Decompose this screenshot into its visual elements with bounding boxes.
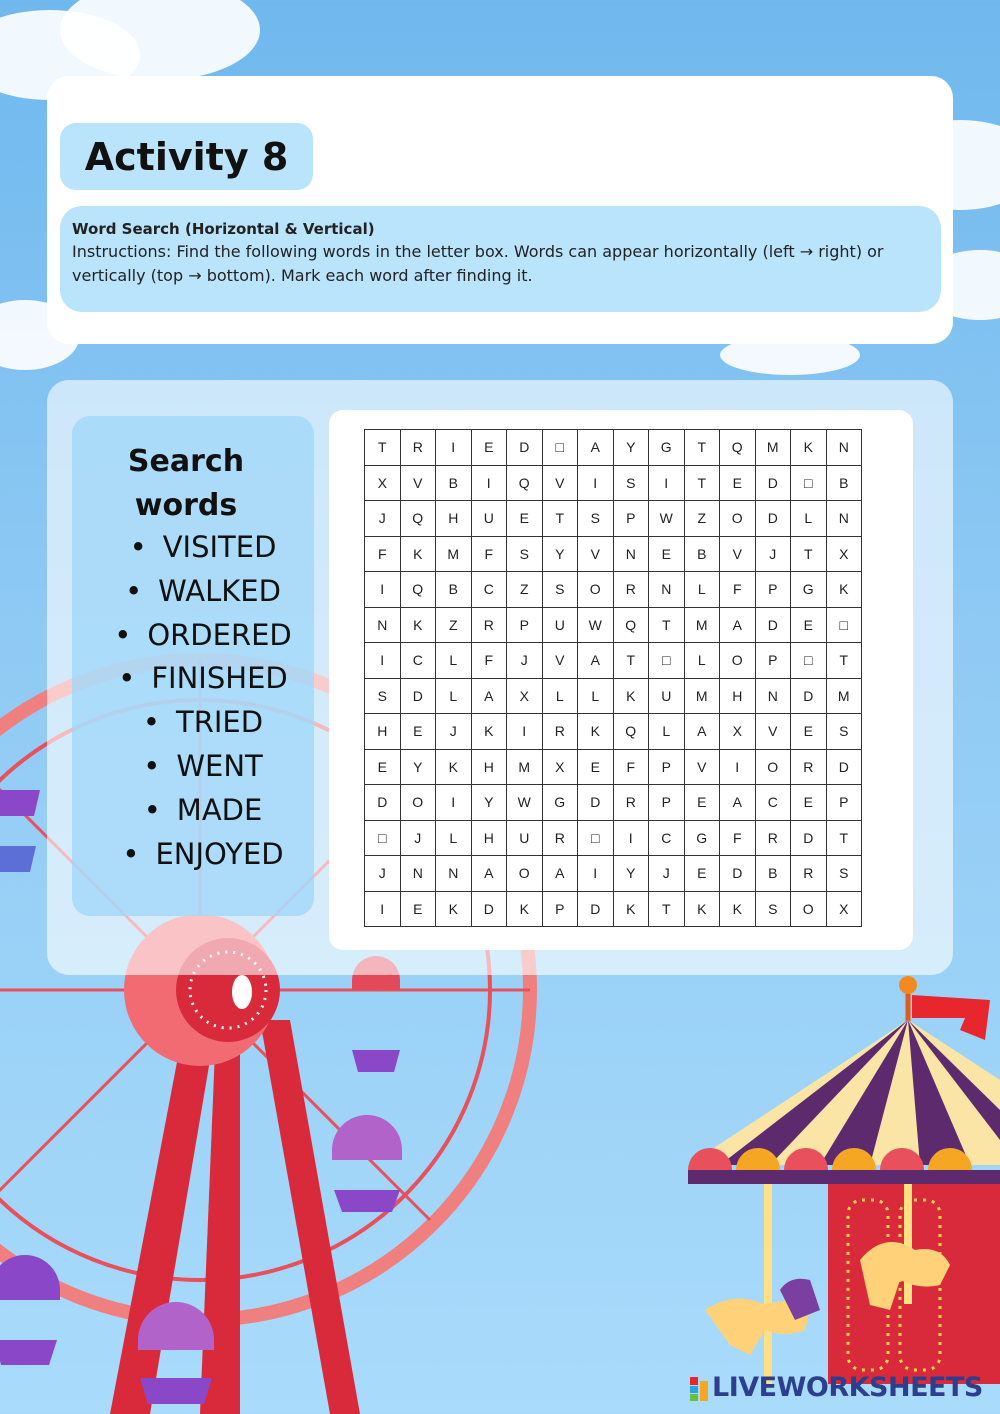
grid-cell[interactable]: K xyxy=(578,714,614,750)
grid-cell[interactable]: J xyxy=(436,714,472,750)
grid-cell[interactable]: R xyxy=(613,785,649,821)
grid-cell[interactable]: M xyxy=(755,430,791,466)
grid-cell[interactable]: M xyxy=(826,678,862,714)
search-word-item xyxy=(72,701,334,745)
grid-cell[interactable]: S xyxy=(578,501,614,537)
grid-cell[interactable]: P xyxy=(507,607,543,643)
grid-cell[interactable]: K xyxy=(400,607,436,643)
grid-cell[interactable]: K xyxy=(613,891,649,927)
grid-cell[interactable]: M xyxy=(684,607,720,643)
search-word-item xyxy=(72,833,334,877)
grid-cell[interactable]: E xyxy=(400,891,436,927)
grid-cell[interactable]: S xyxy=(365,678,401,714)
grid-cell[interactable]: P xyxy=(649,785,685,821)
grid-cell[interactable]: Y xyxy=(542,536,578,572)
grid-cell[interactable]: Q xyxy=(720,430,756,466)
grid-cell[interactable]: G xyxy=(684,820,720,856)
grid-cell[interactable]: J xyxy=(365,856,401,892)
grid-cell[interactable]: F xyxy=(720,820,756,856)
grid-cell[interactable]: L xyxy=(542,678,578,714)
grid-cell[interactable]: H xyxy=(436,501,472,537)
grid-cell[interactable]: W xyxy=(649,501,685,537)
search-word-item xyxy=(72,570,334,614)
bullet: • xyxy=(118,661,136,696)
grid-cell[interactable]: D xyxy=(578,785,614,821)
grid-cell[interactable]: D xyxy=(826,749,862,785)
grid-cell[interactable]: G xyxy=(791,572,827,608)
grid-cell[interactable]: E xyxy=(578,749,614,785)
grid-cell[interactable]: F xyxy=(365,536,401,572)
grid-cell[interactable]: D xyxy=(755,465,791,501)
grid-cell[interactable]: N xyxy=(400,856,436,892)
grid-cell[interactable]: K xyxy=(400,536,436,572)
grid-cell[interactable]: P xyxy=(755,572,791,608)
grid-cell[interactable]: U xyxy=(471,501,507,537)
grid-cell[interactable]: □ xyxy=(649,643,685,679)
grid-cell[interactable]: Z xyxy=(507,572,543,608)
grid-cell[interactable]: A xyxy=(471,678,507,714)
grid-cell[interactable]: C xyxy=(755,785,791,821)
grid-row xyxy=(365,714,862,750)
grid-cell[interactable]: P xyxy=(755,643,791,679)
grid-cell[interactable]: T xyxy=(791,536,827,572)
grid-cell[interactable]: B xyxy=(436,572,472,608)
grid-cell[interactable]: H xyxy=(365,714,401,750)
grid-cell[interactable]: V xyxy=(542,465,578,501)
grid-cell[interactable]: J xyxy=(365,501,401,537)
grid-cell[interactable]: L xyxy=(436,643,472,679)
grid-cell[interactable]: K xyxy=(436,749,472,785)
grid-cell[interactable]: □ xyxy=(578,820,614,856)
grid-cell[interactable]: C xyxy=(471,572,507,608)
grid-cell[interactable]: K xyxy=(613,678,649,714)
grid-cell[interactable]: A xyxy=(471,856,507,892)
grid-cell[interactable]: I xyxy=(507,714,543,750)
grid-row xyxy=(365,572,862,608)
grid-cell[interactable]: E xyxy=(791,714,827,750)
grid-cell[interactable]: I xyxy=(578,856,614,892)
grid-cell[interactable]: L xyxy=(436,678,472,714)
grid-cell[interactable]: D xyxy=(507,430,543,466)
grid-cell[interactable]: □ xyxy=(791,465,827,501)
grid-cell[interactable]: K xyxy=(791,430,827,466)
grid-row xyxy=(365,856,862,892)
grid-cell[interactable]: Z xyxy=(436,607,472,643)
grid-cell[interactable]: E xyxy=(791,607,827,643)
grid-cell[interactable]: R xyxy=(791,856,827,892)
grid-cell[interactable]: D xyxy=(791,820,827,856)
search-word-item xyxy=(72,789,334,833)
grid-cell[interactable]: L xyxy=(436,820,472,856)
grid-cell[interactable]: B xyxy=(436,465,472,501)
search-words-title: Search words xyxy=(127,444,245,523)
grid-cell[interactable]: N xyxy=(826,430,862,466)
grid-cell[interactable]: D xyxy=(755,607,791,643)
grid-cell[interactable]: A xyxy=(578,430,614,466)
grid-cell[interactable]: E xyxy=(649,536,685,572)
grid-cell[interactable]: I xyxy=(365,643,401,679)
grid-body xyxy=(365,430,862,927)
grid-cell[interactable]: E xyxy=(507,501,543,537)
grid-cell[interactable]: Z xyxy=(684,501,720,537)
grid-cell[interactable]: B xyxy=(755,856,791,892)
grid-cell[interactable]: H xyxy=(471,749,507,785)
grid-cell[interactable]: G xyxy=(542,785,578,821)
grid-cell[interactable]: I xyxy=(613,820,649,856)
grid-cell[interactable]: Q xyxy=(400,572,436,608)
grid-cell[interactable]: J xyxy=(507,643,543,679)
grid-cell[interactable]: P xyxy=(649,749,685,785)
search-word-item xyxy=(72,745,334,789)
search-word: WENT xyxy=(176,748,263,783)
grid-cell[interactable]: J xyxy=(400,820,436,856)
grid-cell[interactable]: O xyxy=(400,785,436,821)
grid-row xyxy=(365,430,862,466)
grid-cell[interactable]: J xyxy=(755,536,791,572)
grid-cell[interactable]: Q xyxy=(613,714,649,750)
grid-cell[interactable]: E xyxy=(365,749,401,785)
search-word: TRIED xyxy=(176,705,264,740)
grid-cell[interactable]: Q xyxy=(507,465,543,501)
grid-cell[interactable]: T xyxy=(826,643,862,679)
grid-cell[interactable]: B xyxy=(684,536,720,572)
grid-cell[interactable]: O xyxy=(720,501,756,537)
search-word: FINISHED xyxy=(151,661,288,696)
grid-cell[interactable]: R xyxy=(755,820,791,856)
grid-row xyxy=(365,785,862,821)
search-word-item xyxy=(72,657,334,701)
bullet: • xyxy=(122,836,140,871)
grid-cell[interactable]: □ xyxy=(826,607,862,643)
grid-cell[interactable]: M xyxy=(507,749,543,785)
search-word: ORDERED xyxy=(147,617,292,652)
grid-row xyxy=(365,501,862,537)
grid-cell[interactable]: L xyxy=(649,714,685,750)
grid-cell[interactable]: V xyxy=(755,714,791,750)
grid-cell[interactable]: U xyxy=(507,820,543,856)
grid-cell[interactable]: D xyxy=(471,891,507,927)
grid-cell[interactable]: V xyxy=(720,536,756,572)
grid-cell[interactable]: F xyxy=(471,536,507,572)
grid-cell[interactable]: D xyxy=(578,891,614,927)
grid-cell[interactable]: T xyxy=(826,820,862,856)
grid-cell[interactable]: R xyxy=(791,749,827,785)
grid-row xyxy=(365,820,862,856)
grid-cell[interactable]: O xyxy=(720,643,756,679)
grid-cell[interactable]: A xyxy=(578,643,614,679)
grid-cell[interactable]: S xyxy=(613,465,649,501)
grid-cell[interactable]: I xyxy=(649,465,685,501)
grid-row xyxy=(365,678,862,714)
grid-cell[interactable]: E xyxy=(400,714,436,750)
grid-cell[interactable]: N xyxy=(826,501,862,537)
grid-cell[interactable]: X xyxy=(720,714,756,750)
grid-cell[interactable]: K xyxy=(684,891,720,927)
grid-cell[interactable]: S xyxy=(542,572,578,608)
grid-cell[interactable]: I xyxy=(720,749,756,785)
grid-cell[interactable]: T xyxy=(684,430,720,466)
grid-cell[interactable]: W xyxy=(507,785,543,821)
grid-cell[interactable]: Q xyxy=(613,607,649,643)
grid-row xyxy=(365,607,862,643)
grid-cell[interactable]: K xyxy=(471,714,507,750)
grid-cell[interactable]: L xyxy=(684,572,720,608)
grid-cell[interactable]: O xyxy=(755,749,791,785)
grid-cell[interactable]: D xyxy=(720,856,756,892)
bullet: • xyxy=(142,705,161,740)
liveworksheets-logo-icon xyxy=(690,1375,710,1401)
grid-row xyxy=(365,536,862,572)
grid-cell[interactable]: U xyxy=(649,678,685,714)
grid-cell[interactable]: D xyxy=(400,678,436,714)
grid-cell[interactable]: N xyxy=(365,607,401,643)
search-word: MADE xyxy=(176,792,263,827)
grid-cell[interactable]: W xyxy=(578,607,614,643)
grid-cell[interactable]: J xyxy=(649,856,685,892)
grid-cell[interactable]: F xyxy=(720,572,756,608)
bullet: • xyxy=(125,573,143,608)
grid-cell[interactable]: P xyxy=(826,785,862,821)
grid-cell[interactable]: V xyxy=(400,465,436,501)
grid-cell[interactable]: T xyxy=(542,501,578,537)
instructions-heading: Word Search (Horizontal & Vertical) xyxy=(72,220,375,238)
grid-cell[interactable]: L xyxy=(791,501,827,537)
grid-cell[interactable]: V xyxy=(578,536,614,572)
grid-cell[interactable]: T xyxy=(365,430,401,466)
grid-cell[interactable]: I xyxy=(578,465,614,501)
grid-cell[interactable]: B xyxy=(826,465,862,501)
grid-cell[interactable]: S xyxy=(826,856,862,892)
bullet: • xyxy=(143,748,161,783)
grid-cell[interactable]: □ xyxy=(542,430,578,466)
grid-cell[interactable]: V xyxy=(684,749,720,785)
grid-cell[interactable]: L xyxy=(578,678,614,714)
grid-cell[interactable]: X xyxy=(365,465,401,501)
grid-cell[interactable]: E xyxy=(471,430,507,466)
grid-cell[interactable]: Y xyxy=(613,430,649,466)
search-word: VISITED xyxy=(162,530,277,564)
liveworksheets-logo xyxy=(690,1372,983,1403)
search-word: ENJOYED xyxy=(155,836,284,871)
grid-cell[interactable]: R xyxy=(471,607,507,643)
grid-cell[interactable]: Y xyxy=(613,856,649,892)
grid-cell[interactable]: C xyxy=(649,820,685,856)
grid-cell[interactable]: V xyxy=(542,643,578,679)
grid-cell[interactable]: S xyxy=(755,891,791,927)
grid-cell[interactable]: K xyxy=(507,891,543,927)
grid-cell[interactable]: H xyxy=(471,820,507,856)
grid-cell[interactable]: □ xyxy=(791,643,827,679)
grid-cell[interactable]: I xyxy=(436,430,472,466)
grid-row xyxy=(365,643,862,679)
grid-cell[interactable]: R xyxy=(613,572,649,608)
grid-cell[interactable]: N xyxy=(649,572,685,608)
grid-cell[interactable]: T xyxy=(613,643,649,679)
grid-cell[interactable]: O xyxy=(507,856,543,892)
grid-cell[interactable]: E xyxy=(791,785,827,821)
grid-cell[interactable]: Y xyxy=(471,785,507,821)
grid-cell[interactable]: S xyxy=(826,714,862,750)
grid-cell[interactable]: K xyxy=(436,891,472,927)
grid-cell[interactable]: K xyxy=(826,572,862,608)
search-words-list xyxy=(72,526,334,876)
grid-cell[interactable]: S xyxy=(507,536,543,572)
grid-cell[interactable]: A xyxy=(720,607,756,643)
grid-cell[interactable]: D xyxy=(755,501,791,537)
grid-row xyxy=(365,465,862,501)
word-search-grid xyxy=(364,429,862,927)
grid-cell[interactable]: A xyxy=(684,714,720,750)
grid-cell[interactable]: Y xyxy=(400,749,436,785)
grid-cell[interactable]: X xyxy=(826,536,862,572)
grid-cell[interactable]: D xyxy=(365,785,401,821)
grid-cell[interactable]: N xyxy=(613,536,649,572)
bullet: • xyxy=(114,617,132,652)
bullet: • xyxy=(129,530,147,564)
grid-cell[interactable]: K xyxy=(720,891,756,927)
grid-cell[interactable]: I xyxy=(365,572,401,608)
grid-cell[interactable]: P xyxy=(542,891,578,927)
bullet: • xyxy=(143,792,161,827)
grid-cell[interactable]: A xyxy=(542,856,578,892)
grid-cell[interactable]: U xyxy=(542,607,578,643)
grid-cell[interactable]: G xyxy=(649,430,685,466)
grid-cell[interactable]: N xyxy=(436,856,472,892)
grid-cell[interactable]: F xyxy=(613,749,649,785)
search-word-item xyxy=(72,614,334,658)
grid-row xyxy=(365,749,862,785)
grid-cell[interactable]: R xyxy=(542,820,578,856)
grid-cell[interactable]: I xyxy=(436,785,472,821)
grid-cell[interactable]: O xyxy=(791,891,827,927)
grid-cell[interactable]: T xyxy=(649,607,685,643)
grid-cell[interactable]: I xyxy=(365,891,401,927)
instructions-box xyxy=(60,206,941,312)
grid-cell[interactable]: O xyxy=(578,572,614,608)
grid-cell[interactable]: X xyxy=(826,891,862,927)
grid-cell[interactable]: R xyxy=(542,714,578,750)
grid-row xyxy=(365,891,862,927)
grid-cell[interactable]: T xyxy=(649,891,685,927)
search-word-item xyxy=(72,526,334,570)
grid-cell[interactable]: H xyxy=(720,678,756,714)
grid-cell[interactable]: E xyxy=(720,465,756,501)
grid-cell[interactable]: T xyxy=(684,465,720,501)
search-word: WALKED xyxy=(158,573,281,608)
grid-cell[interactable]: D xyxy=(791,678,827,714)
grid-cell[interactable]: □ xyxy=(365,820,401,856)
grid-cell[interactable]: M xyxy=(436,536,472,572)
activity-title: Activity 8 xyxy=(60,123,313,190)
grid-cell[interactable]: P xyxy=(613,501,649,537)
carousel xyxy=(688,976,1000,1384)
grid-cell[interactable]: N xyxy=(755,678,791,714)
grid-cell[interactable]: Q xyxy=(400,501,436,537)
grid-cell[interactable]: E xyxy=(684,856,720,892)
grid-cell[interactable]: X xyxy=(507,678,543,714)
grid-cell[interactable]: R xyxy=(400,430,436,466)
instructions-text: Instructions: Find the following words in the letter box. Words can appear horizontally (left → right) or vertically (top → bottom). Mark each word after finding it. xyxy=(72,242,884,285)
grid-cell[interactable]: E xyxy=(684,785,720,821)
grid-cell[interactable]: F xyxy=(471,643,507,679)
grid-cell[interactable]: M xyxy=(684,678,720,714)
logo-text: LIVEWORKSHEETS xyxy=(712,1372,983,1403)
grid-cell[interactable]: C xyxy=(400,643,436,679)
grid-cell[interactable]: I xyxy=(471,465,507,501)
grid-cell[interactable]: L xyxy=(684,643,720,679)
grid-cell[interactable]: X xyxy=(542,749,578,785)
grid-cell[interactable]: A xyxy=(720,785,756,821)
